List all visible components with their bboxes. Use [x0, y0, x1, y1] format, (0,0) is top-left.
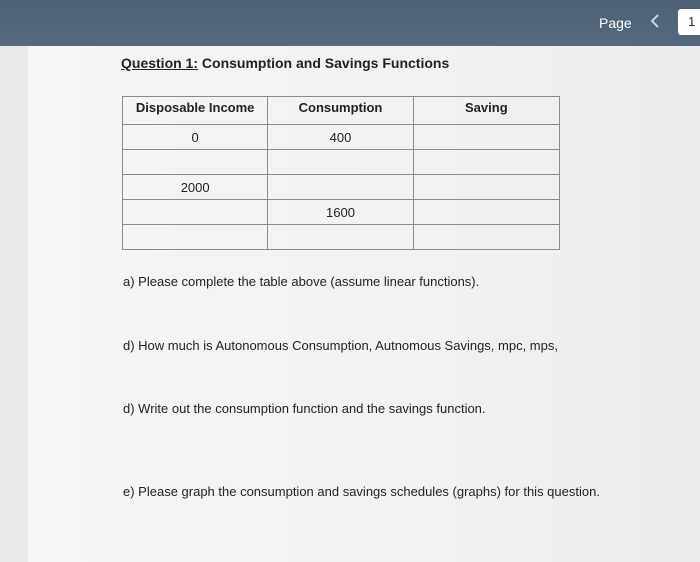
table-row — [123, 150, 560, 175]
table-cell — [268, 175, 413, 200]
header-saving: Saving — [413, 97, 559, 125]
chevron-left-icon[interactable] — [648, 11, 662, 31]
table-cell — [123, 150, 268, 175]
table-row — [123, 175, 560, 200]
table-cell — [268, 225, 413, 250]
page-label: Page — [599, 15, 632, 31]
table-cell: 400 — [268, 125, 413, 150]
table-row — [123, 125, 560, 150]
table-cell: 0 — [123, 125, 268, 150]
table-cell — [413, 150, 559, 175]
table-cell — [123, 225, 268, 250]
consumption-saving-table — [122, 96, 560, 250]
prompt-e: e) Please graph the consumption and savings schedules (graphs) for this question. — [123, 484, 600, 499]
prompt-a: a) Please complete the table above (assume linear functions). — [123, 274, 480, 289]
table-cell — [268, 150, 413, 175]
page-number-input[interactable]: 1 — [678, 9, 700, 35]
table-cell: 2000 — [123, 175, 268, 200]
table-cell — [413, 200, 559, 225]
table-cell — [123, 200, 268, 225]
table-row — [123, 225, 560, 250]
question-number: Question 1: — [121, 55, 199, 71]
question-topic: Consumption and Savings Functions — [198, 55, 450, 71]
table-cell — [413, 125, 559, 150]
prompt-d-functions: d) Write out the consumption function and the savings function. — [123, 401, 486, 416]
viewer-toolbar — [0, 0, 700, 46]
prompt-d-autonomous: d) How much is Autonomous Consumption, Autnomous Savings, mpc, mps, — [123, 338, 558, 353]
question-title — [121, 55, 449, 71]
table-cell: 1600 — [268, 200, 413, 225]
table-cell — [413, 175, 559, 200]
table-header-row — [123, 97, 560, 125]
table-row — [123, 200, 560, 225]
header-consumption: Consumption — [268, 97, 413, 125]
table-cell — [413, 225, 559, 250]
header-disposable-income: Disposable Income — [123, 97, 268, 125]
